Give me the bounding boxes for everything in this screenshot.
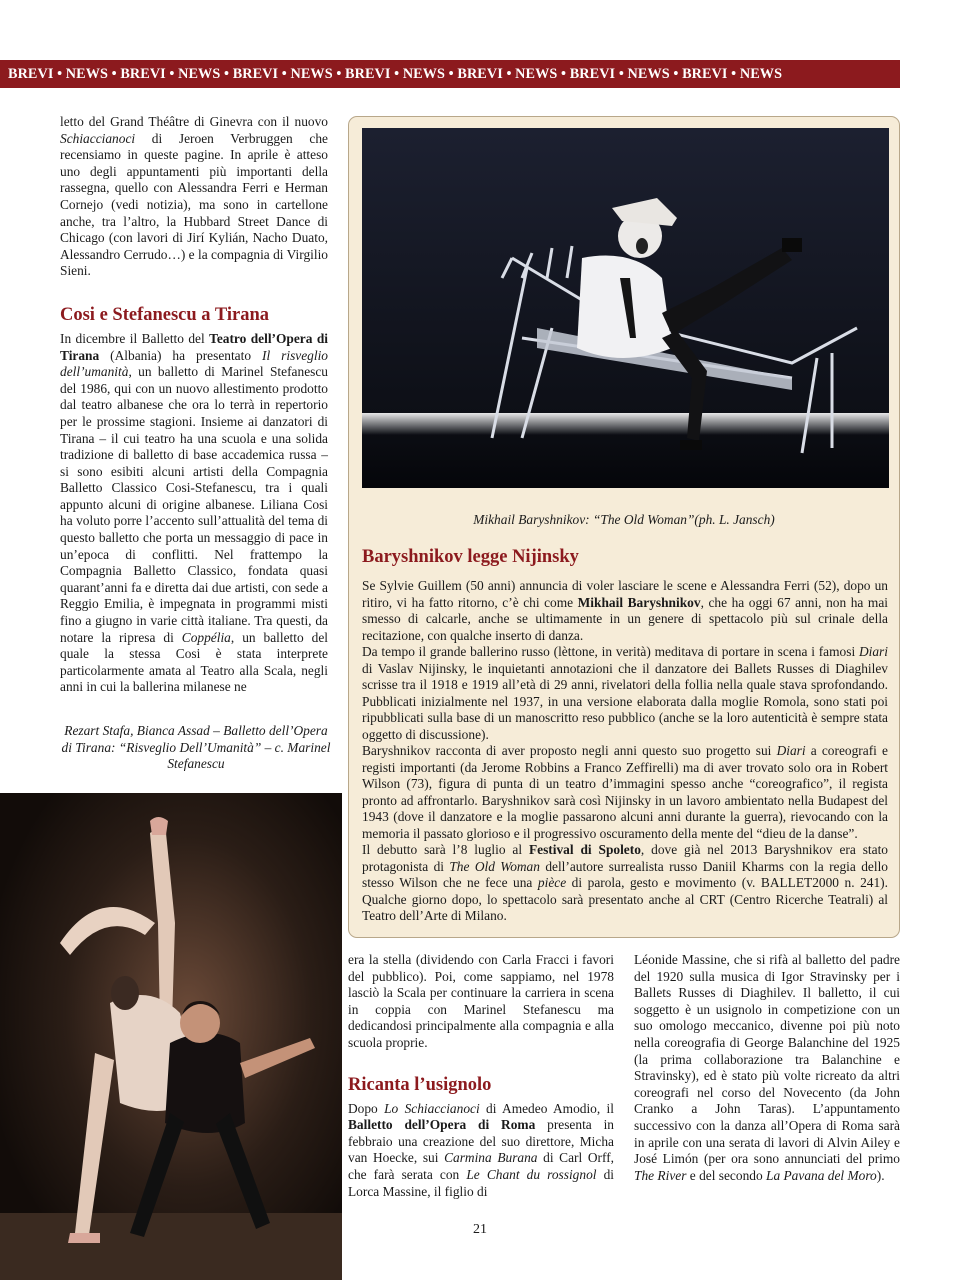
text-run: , un balletto del quale la stessa Cosi è stata interprete particolarmente amata al Teatro alla Scala, negli anni in cui la ballerina milanese ne	[60, 629, 328, 695]
text-run: The River	[634, 1167, 687, 1183]
baryshnikov-paragraph-2	[362, 644, 888, 743]
tirana-paragraph	[60, 331, 328, 696]
text-run: In dicembre il Balletto del	[60, 330, 210, 346]
text-run: di Lorca Massine, il figlio di	[348, 1166, 615, 1199]
old-woman-illustration	[362, 128, 889, 488]
heading-baryshnikov-nijinsky: Baryshnikov legge Nijinsky	[362, 547, 579, 567]
text-run: di Carl Orff, che farà serata con	[348, 1150, 614, 1182]
text-run: di Jeroen Verbruggen che recensiamo in queste pagine. In aprile è atteso uno degli appuntamenti più importanti della rassegna, quello con Alessandra Ferri e Herman Cornejo (vedi notizia), ma sono in cartellone anche, tra l’altro, la Hubbard Street Dance di Chicago (con lavori di Jirí Kylián, Nacho Duato, Alessandro Cerrudo…) e la compagnia di Virgilio Sieni.	[60, 130, 328, 279]
text-run: letto del Grand Théâtre di Ginevra con il nuovo	[60, 114, 328, 129]
text-run: ).	[876, 1167, 885, 1183]
text-run: Mikhail Baryshnikov	[577, 594, 701, 610]
column-center-bottom	[348, 952, 614, 1200]
column-right-bottom	[634, 952, 900, 1184]
text-run: , un balletto di Marinel Stefanescu del 1986, qui con un nuovo allestimento prodotto dal teatro albanese che ora lo terrà in repertorio per le prossime stagioni. Insieme ai danzatori di Tirana – il cui teatro ha una scuola e una solida tradizione di balletto di base accademica russa – si sono esibiti alcuni artisti della Compagnia Balletto Classico Cosi-Stefanescu, tra i quali appunto alcuni di origine albanese. Liliana Cosi ha voluto porre l’accento sull’attualità del tema di questo balletto che porta un messaggio di pace in un’epoca di conflitti. Nel frattempo la Compagnia Balletto Classico, fondata quasi quarant’anni fa e diretta dai due artisti, con sede a Reggio Emilia, è impegnata in programmi misti fino a giugno in varie città italiane. Tra questi, da notare la ripresa di	[60, 364, 328, 645]
text-run: dell’autore surrealista russo Daniil Kharms con la regia dello stesso Wilson che ne fece una	[362, 858, 888, 890]
page-number: 21	[473, 1222, 487, 1237]
text-run: Festival di Spoleto	[528, 842, 641, 857]
text-run: Da tempo il grande ballerino russo (lèttone, in verità) meditava di portare in scena i famosi	[362, 644, 859, 659]
text-run: presenta in febbraio una creazione del suo direttore, Micha van Hoecke, sui	[348, 1117, 614, 1166]
text-run: era la stella (dividendo con Carla Fracci i favori del pubblico). Poi, come sappiamo, nel 1978 lasciò la Scala per continuare la carriera in scena in coppia con Marinel Stefanescu ma dedicandosi principalmente alla compagnia e alla scuola proprie.	[348, 952, 614, 1050]
ballet-photo-tirana	[0, 793, 342, 1280]
text-run: Se Sylvie Guillem (50 anni) annuncia di voler lasciare le scene e Alessandra Ferri (52), dopo un ritiro, vi ha fatto ritorno, c’è chi come	[362, 578, 888, 610]
heading-cosi-stefanescu: Cosi e Stefanescu a Tirana	[60, 304, 269, 325]
text-run: di parola, gesto e movimento (v. BALLET2000 n. 241). Qualche giorno dopo, lo spettacolo sarà presentato anche al CRT (Centro Ricerche Teatrali) al Teatro dell’Arte di Milano.	[362, 875, 888, 923]
caption-baryshnikov-photo: Mikhail Baryshnikov: “The Old Woman”(ph. L. Jansch)	[473, 512, 775, 527]
text-run: The Old Woman	[449, 858, 540, 874]
baryshnikov-paragraph-3	[362, 743, 888, 842]
text-run: (Albania) ha presentato	[99, 347, 262, 363]
caption-tirana-photo: Rezart Stafa, Bianca Assad – Balletto dell’Opera di Tirana: “Risveglio Dell’Umanità” – c. Marinel Stefanescu	[61, 723, 331, 772]
text-run: Le Chant du rossignol	[466, 1166, 597, 1182]
text-run: Teatro dell’Opera di Tirana	[60, 330, 329, 363]
text-run: Baryshnikov racconta di aver proposto negli anni questo suo progetto sui	[362, 743, 777, 758]
dancers-illustration	[0, 793, 342, 1280]
text-run: La Pavana del Moro	[766, 1167, 877, 1183]
heading-ricanta-usignolo: Ricanta l’usignolo	[348, 1074, 492, 1095]
cosi-continuation	[348, 952, 614, 1052]
baryshnikov-photo	[362, 128, 889, 488]
news-banner: BREVI • NEWS • BREVI • NEWS • BREVI • NEWS • BREVI • NEWS • BREVI • NEWS • BREVI • NEWS • BREVI • NEWS	[0, 60, 900, 88]
text-run: pièce	[537, 875, 567, 890]
text-run: Lo Schiaccianoci	[384, 1100, 480, 1116]
text-run: Diari	[858, 644, 888, 659]
text-run: Il risveglio dell’umanità	[60, 347, 328, 380]
usignolo-paragraph	[348, 1101, 614, 1201]
text-run: Dopo	[348, 1100, 385, 1116]
intro-paragraph	[60, 114, 328, 280]
text-run: , che ha oggi 67 anni, non ha mai smesso di calcarle, anche se ultimamente in un genere di spettacolo più sul crinale della recitazione, con qualche inserto di danza.	[362, 594, 888, 643]
text-run: a coreografi e registi importanti (da Jerome Robbins a Franco Zeffirelli) ma di aver trovato solo ora in Robert Wilson (73), figura di punta di un teatro d’immagini spesso anche “coreografico”, il regista pronto ad affrontarlo. Baryshnikov sarà così Nijinsky in un lavoro ambientato nella Budapest del 1943 (dove il danzatore e la moglie passarono alcuni anni durante la guerra), rievocando con la memoria il passato glorioso e il progressivo oscuramento della mente del “dieu de la danse”.	[362, 743, 888, 841]
baryshnikov-paragraph-1	[362, 578, 888, 644]
text-run: e del secondo	[686, 1167, 767, 1183]
text-run: Coppélia	[181, 629, 231, 645]
text-run: Carmina Burana	[444, 1150, 538, 1166]
text-run: Il debutto sarà l’8 luglio al	[362, 842, 529, 857]
baryshnikov-paragraph-4	[362, 842, 888, 925]
text-run: di Vaslav Nijinsky, le inquietanti annotazioni che il danzatore dei Ballets Russes di Diaghilev scrisse tra il 1918 e 1919 all’età di 29 anni, rivelatori della follia nella quale stava sprofondando. Pubblicati inizialmente nel 1937, in una versione elaborata dalla moglie Romola, sono stati poi ripubblicati sulla base di un manoscritto reso pubblico (anche se la loro autenticità è sempre stata oggetto di discussione).	[362, 660, 888, 742]
baryshnikov-article	[362, 578, 888, 925]
text-run: Léonide Massine, che si rifà al balletto del padre del 1920 sulla musica di Igor Stravinsky per i Ballets Russes di Diaghilev. Il balletto, il cui soggetto è un usignolo in competizione con un suo omologo meccanico, divenne poi più noto nella coreografia di George Balanchine del 1925 (la prima collaborazione tra Balanchine e Stravinsky), ed è stato più volte ricreato da altri coreografi nel corso del Novecento (da John Cranko a John Taras). L’appuntamento successivo con la danza all’Opera di Roma sarà in aprile con una serata di lavori di Alvin Ailey e José Limón (per ora sono annunciati del primo	[634, 952, 900, 1167]
text-run: di Amedeo Amodio, il	[479, 1100, 614, 1116]
usignolo-continuation	[634, 952, 900, 1184]
column-left	[60, 114, 328, 696]
text-run: Schiaccianoci	[60, 130, 136, 146]
text-run: Diari	[776, 743, 806, 758]
text-run: , dove già nel 2013 Baryshnikov era stato protagonista di	[362, 842, 888, 874]
text-run: Balletto dell’Opera di Roma	[348, 1117, 536, 1133]
